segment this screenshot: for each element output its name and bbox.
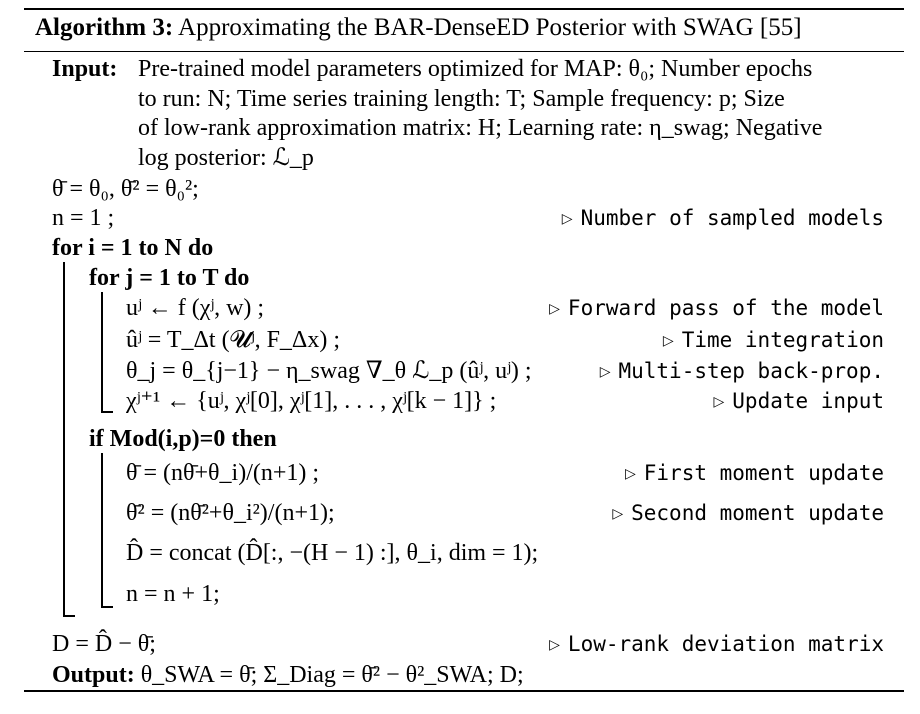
triangle-icon: ▷ [599,364,611,380]
algorithm-title: Algorithm 3: Approximating the BAR-DenseED Posterior with SWAG [55] [35,14,802,41]
triangle-icon: ▷ [561,211,573,227]
comment-forward: ▷ Forward pass of the model [549,296,884,320]
init-theta: θ̄ = θ₀, θ̄² = θ₀²; [52,176,199,202]
input-label: Input: [52,56,118,82]
comment-deviation: ▷ Low-rank deviation matrix [549,632,884,656]
triangle-icon: ▷ [549,637,560,653]
for-j-scope-bar [101,292,103,412]
for-j-scope-end [101,411,113,413]
second-moment: θ̄² = (nθ̄²+θ_i²)/(n+1); [126,500,335,526]
for-i-scope-end [63,615,75,617]
update-input: χʲ⁺¹ ← {uʲ, χʲ[0], χʲ[1], . . . , χʲ[k − 1]} ; [126,388,497,414]
bottom-rule [24,690,904,692]
init-n: n = 1 ; [52,205,115,231]
triangle-icon: ▷ [625,466,636,482]
triangle-icon: ▷ [549,301,560,317]
first-moment: θ̄ = (nθ̄+θ_i)/(n+1) ; [126,460,320,486]
triangle-icon: ▷ [612,506,624,522]
input-line-1: Pre-trained model parameters optimized for MAP: θ₀; Number epochs [138,56,813,82]
comment-time-int: ▷ Time integration [662,328,884,352]
comment-sampled: ▷ Number of sampled models [561,206,884,230]
input-line-2: to run: N; Time series training length: T; Sample frequency: p; Size [138,86,785,112]
comment-second-moment: ▷ Second moment update [612,501,884,525]
if-mod: if Mod(i,p)=0 then [89,426,277,452]
input-line-4: log posterior: ℒ_p [138,145,314,171]
comment-backprop: ▷ Multi-step back-prop. [599,359,884,383]
top-rule [24,8,904,10]
forward-pass: uʲ ← f (χʲ, w) ; [126,295,265,321]
output-line: Output: θ_SWA = θ̄; Σ_Diag = θ̄² − θ²_SWA; D; [52,662,524,688]
for-j-loop: for j = 1 to T do [89,265,250,291]
n-increment: n = n + 1; [126,581,220,607]
for-i-scope-bar [63,262,65,616]
concat-step: D̂ = concat (D̂[:, −(H − 1) :], θ_i, dim = 1); [126,540,539,566]
comment-first-moment: ▷ First moment update [625,461,884,485]
deviation-matrix: D = D̂ − θ̄; [52,631,156,657]
comment-update-input: ▷ Update input [713,389,884,413]
time-integration: ûʲ = T_Δt (𝓤ʲ, F_Δx) ; [126,327,341,353]
if-scope-end [101,606,113,608]
for-i-loop: for i = 1 to N do [52,235,214,261]
if-scope-bar [101,453,103,607]
back-prop: θ_j = θ_{j−1} − η_swag ∇_θ ℒ_p (ûʲ, uʲ) ; [126,358,532,384]
triangle-icon: ▷ [662,333,674,349]
title-rule [24,51,904,52]
triangle-icon: ▷ [713,394,725,410]
input-line-3: of low-rank approximation matrix: H; Learning rate: η_swag; Negative [138,115,823,141]
